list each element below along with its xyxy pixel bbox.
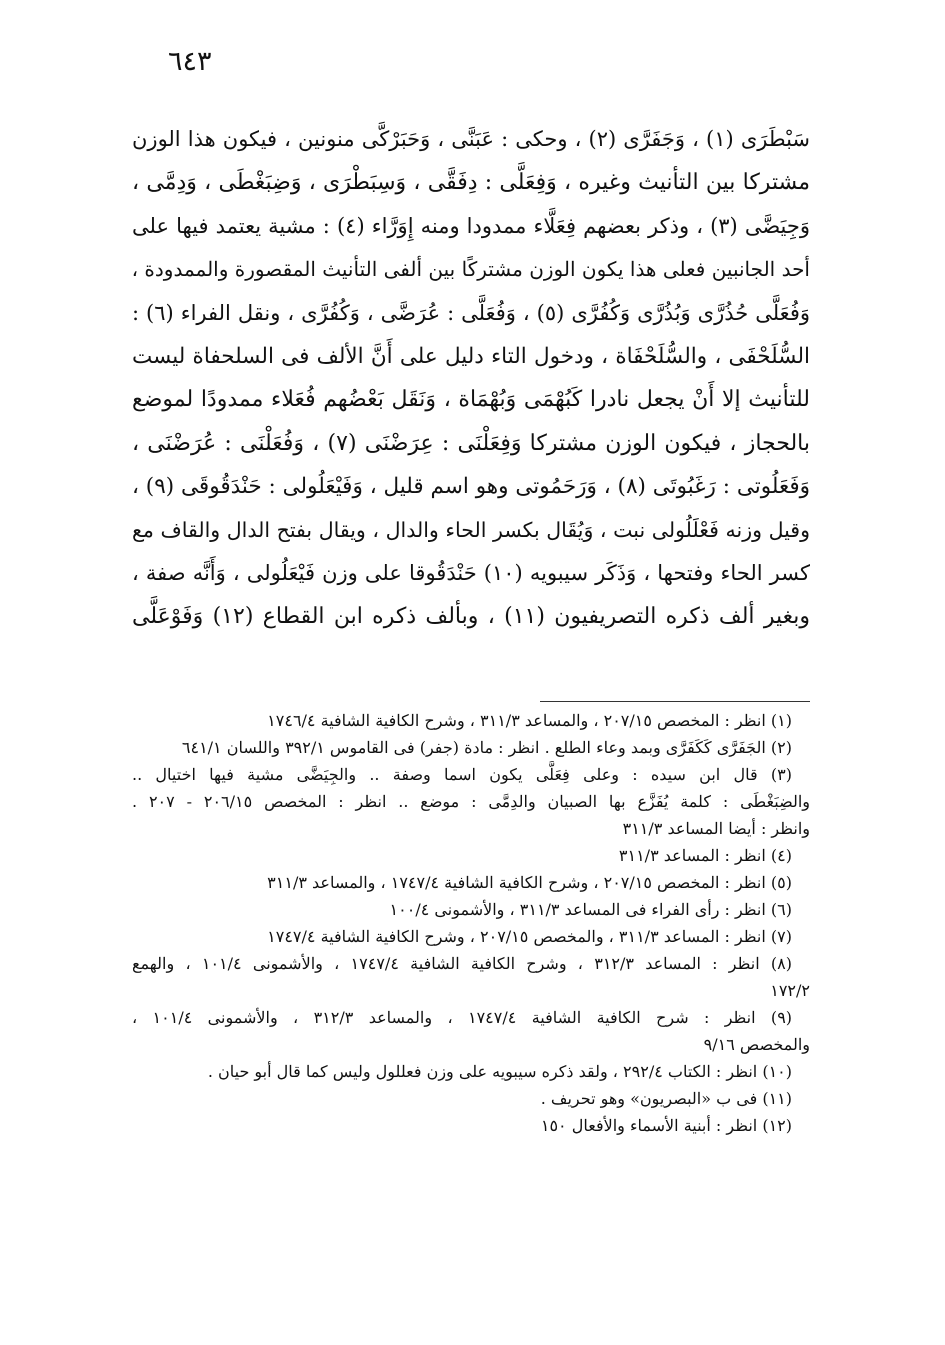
footnotes — [132, 707, 810, 1139]
body-line: السُّلَحْفَى ، والسُّلَحْفَاة ، ودخول التاء دليل على أَنَّ الألف فى السلحفاة ليست — [132, 343, 810, 369]
footnote-9-continued: والمخصص ٩/١٦ — [703, 1035, 810, 1054]
body-line: بالحجاز ، فيكون الوزن مشتركا وَفِعَلْنَى : عِرَضْنَى (٧) ، وَفُعَلْنَى : عُرَضْنَى ، — [132, 430, 810, 456]
footnote-3-continued: وانظر : أيضا المساعد ٣١١/٣ — [622, 819, 810, 838]
footnote-8-continued: ١٧٢/٢ — [770, 981, 810, 1000]
body-line: وَفَعَلُوتى : رَغَبُوتَى (٨) ، وَرَحَمُوتى وهو اسم قليل ، وَفَيْعَلُولى : حَنْدَقُوقَى (٩) ، — [132, 474, 810, 500]
footnote-5: (٥) انظر : المخصص ٢٠٧/١٥ ، وشرح الكافية الشافية ١٧٤٧/٤ ، والمساعد ٣١١/٣ — [267, 873, 792, 892]
body-line: أحد الجانبين فعلى هذا يكون الوزن مشتركًا بين ألفى التأنيث المقصورة والممدودة ، — [132, 257, 810, 282]
body-line: وقيل وزنه فَعْلَلُولى نبت ، وَيُقَال بكسر الحاء والدال ، ويقال بفتح الدال والقاف مع — [132, 517, 810, 542]
body-line: مشتركا بين التأنيث وغيره ، وَفِعَلَّى : دِفَقَّى ، وَسِبَطْرَى ، وَضِبَغْطَى ، وَدِمَّى ، — [132, 170, 810, 196]
body-line: كسر الحاء وفتحها ، وَذَكَر سيبويه (١٠) حَنْدَقُوقا على وزن فَيْعَلُولى ، وَأَنَّه صفة ، — [132, 560, 810, 585]
footnote-7: (٧) انظر : المساعد ٣١١/٣ ، والمخصص ٢٠٧/١٥ ، وشرح الكافية الشافية ١٧٤٧/٤ — [267, 927, 792, 946]
footnote-6: (٦) انظر : رأى الفراء فى المساعد ٣١١/٣ ، والأشمونى ١٠٠/٤ — [389, 900, 792, 919]
body-line: للتأنيث إلا أَنْ يجعل نادرا كَبُهْمَى وَبُهْمَاة ، وَنَقَل بَعْضُهم فُعَلاء ممدودًا لموضع — [132, 387, 810, 413]
footnote-12: (١٢) انظر : أبنية الأسماء والأفعال ١٥٠ — [540, 1116, 792, 1135]
footnote-2: (٢) الجَفَرَّى كَكَفَرَّى وبمد وعاء الطلع . انظر : مادة (جفر) فى القاموس ٣٩٢/١ واللسان ٦٤١/١ — [181, 738, 792, 757]
body-line: وَفُعَلَّى حُذُرَّى وَبُذُرَّى وَكُفُرَّى (٥) ، وَفُعَلَّى : عُرَضَّى ، وَكُفُرَّى ، ونقل الفراء (٦) : — [132, 300, 810, 325]
body-line: سَبْطَرَى (١) ، وَجَفَرَّى (٢) ، وحكى : عَبَنَّى ، وَحَبَرْكَّى منونين ، فيكون هذا الوزن — [132, 127, 810, 151]
body-text — [132, 118, 810, 639]
footnote-10: (١٠) انظر : الكتاب ٢٩٢/٤ ، ولقد ذكره سيبويه على وزن فعللول وليس كما قال أبو حيان . — [207, 1062, 792, 1081]
footnote-8: (٨) انظر : المساعد ٣١٢/٣ ، وشرح الكافية الشافية ١٧٤٧/٤ ، والأشمونى ١٠١/٤ ، والهمع — [132, 954, 792, 973]
footnote-divider — [540, 701, 810, 702]
footnote-1: (١) انظر : المخصص ٢٠٧/١٥ ، والمساعد ٣١١/٣ ، وشرح الكافية الشافية ١٧٤٦/٤ — [267, 711, 792, 730]
page-number: ٦٤٣ — [168, 46, 212, 77]
footnote-3: (٣) قال ابن سيده : وعلى فِعَلَّى يكون اسما وصفة .. والجِيَضَّى مشية فيها اختيال .. — [132, 765, 792, 784]
body-line: وبغير ألف ذكره التصريفيون (١١) ، وبألف ذكره ابن القطاع (١٢) وَفَوْعَلَّى — [132, 604, 810, 630]
body-line: وَجِيَضَّى (٣) ، وذكر بعضهم فِعَلَّاء ممدودا ومنه إِوَرَّاء (٤) : مشية يعتمد فيها على — [132, 213, 810, 238]
footnote-4: (٤) انظر : المساعد ٣١١/٣ — [618, 846, 792, 865]
footnote-9: (٩) انظر : شرح الكافية الشافية ١٧٤٧/٤ ، والمساعد ٣١٢/٣ ، والأشمونى ١٠١/٤ ، — [132, 1008, 793, 1027]
footnote-3-continued: والضِبَغْطَى : كلمة يُفَزَّع بها الصبيان والدِمَّى : موضع .. انظر : المخصص ٢٠٦/١٥ - ٢٠٧ . — [132, 792, 810, 811]
footnote-11: (١١) فى ب «البصريون» وهو تحريف . — [540, 1089, 792, 1108]
